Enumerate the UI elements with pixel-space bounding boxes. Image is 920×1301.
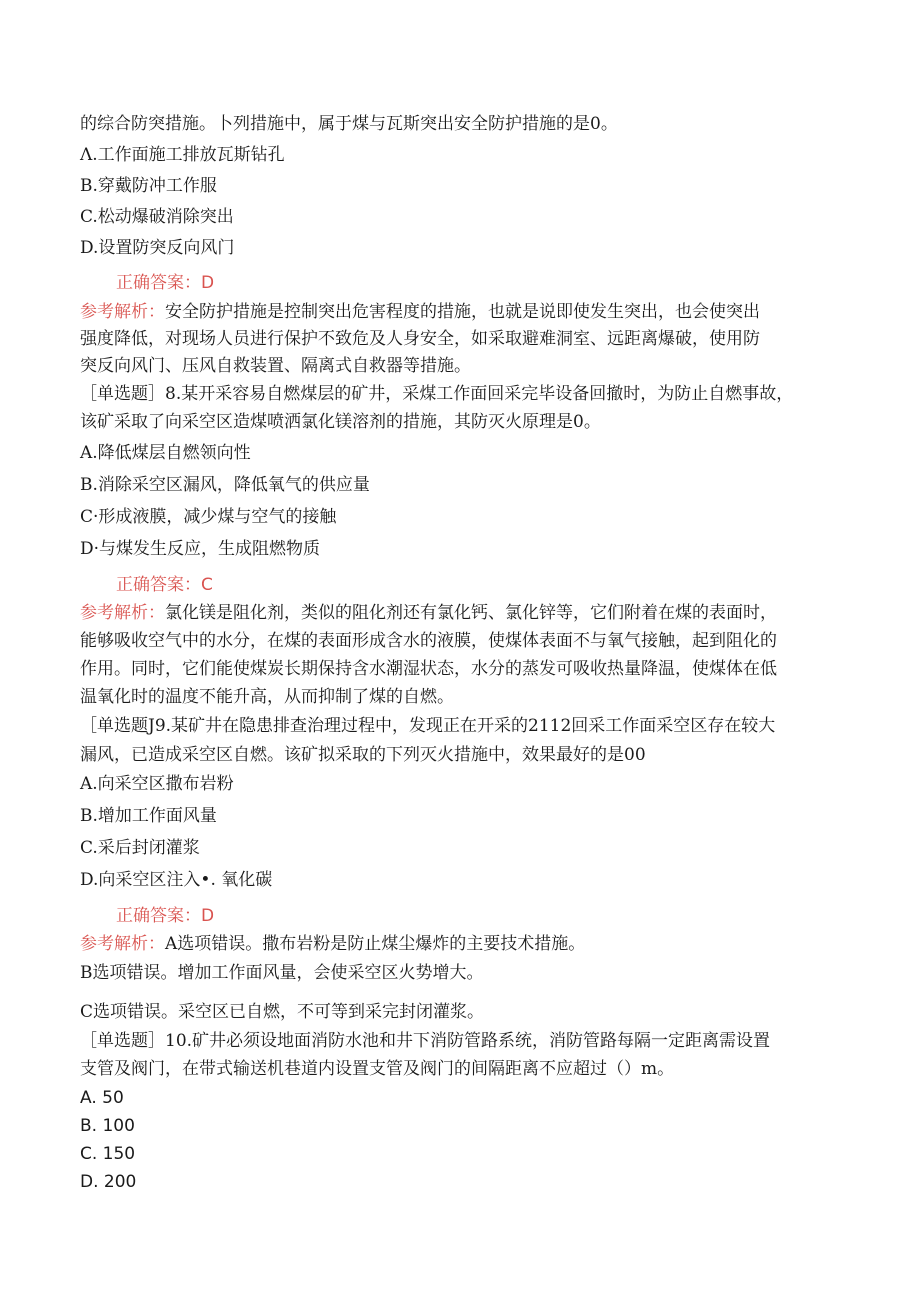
option-d: D.向采空区注入•. 氧化碳 bbox=[80, 870, 273, 890]
correct-answer: 正确答案：C bbox=[116, 575, 213, 595]
analysis-line: 温氧化时的温度不能升高，从而抑制了煤的自燃。 bbox=[80, 687, 454, 707]
option-d: D·与煤发生反应，生成阻燃物质 bbox=[80, 539, 321, 559]
analysis-text: 氯化镁是阻化剂，类似的阻化剂还有氯化钙、氯化锌等，它们附着在煤的表面时， bbox=[165, 603, 777, 623]
question-text: 该矿采取了向采空区造煤喷洒氯化镁溶剂的措施，其防灭火原理是0。 bbox=[80, 412, 601, 432]
analysis-text: 安全防护措施是控制突出危害程度的措施，也就是说即使发生突出，也会使突出 bbox=[165, 302, 760, 322]
analysis-label: 参考解析： bbox=[80, 934, 165, 954]
option-c: C.采后封闭灌浆 bbox=[80, 838, 200, 858]
analysis-text: A选项错误。撒布岩粉是防止煤尘爆炸的主要技术措施。 bbox=[165, 934, 586, 954]
question-text: ［单选题］10.矿井必须设地面消防水池和井下消防管路系统，消防管路每隔一定距离需设置 bbox=[80, 1031, 771, 1051]
correct-answer: 正确答案：D bbox=[116, 273, 215, 293]
analysis-line: 作用。同时，它们能使煤炭长期保持含水潮湿状态，水分的蒸发可吸收热量降温，使煤体在低 bbox=[80, 659, 777, 679]
analysis-line bbox=[80, 932, 585, 956]
option-b: B.消除采空区漏风，降低氧气的供应量 bbox=[80, 475, 370, 495]
analysis-label: 参考解析： bbox=[80, 603, 165, 623]
question-text: 漏风，已造成采空区自燃。该矿拟采取的下列灭火措施中，效果最好的是00 bbox=[80, 745, 646, 765]
option-b: B.穿戴防冲工作服 bbox=[80, 176, 217, 196]
option-a: A.降低煤层自燃领向性 bbox=[80, 443, 251, 463]
option-b: B. 100 bbox=[80, 1116, 135, 1136]
analysis-label: 参考解析： bbox=[80, 302, 165, 322]
analysis-line: C选项错误。采空区已自燃，不可等到采完封闭灌浆。 bbox=[80, 1002, 485, 1022]
analysis-line: 突反向风门、压风自救装置、隔离式自救器等措施。 bbox=[80, 356, 471, 376]
question-text: ［单选题J9.某矿井在隐患排查治理过程中，发现正在开采的2112回采工作面采空区存在较大 bbox=[80, 716, 776, 736]
option-c: C. 150 bbox=[80, 1144, 136, 1164]
option-d: D. 200 bbox=[80, 1172, 137, 1192]
option-a: A.向采空区撒布岩粉 bbox=[80, 774, 234, 794]
question-text: 的综合防突措施。卜列措施中，属于煤与瓦斯突出安全防护措施的是0。 bbox=[80, 114, 618, 134]
correct-answer: 正确答案：D bbox=[116, 906, 215, 926]
analysis-line: 强度降低，对现场人员进行保护不致危及人身安全，如采取避难洞室、远距离爆破，使用防 bbox=[80, 329, 760, 349]
option-c: C.松动爆破消除突出 bbox=[80, 207, 234, 227]
option-b: B.增加工作面风量 bbox=[80, 806, 217, 826]
analysis-line: B选项错误。增加工作面风量，会使采空区火势增大。 bbox=[80, 963, 484, 983]
analysis-line: 能够吸收空气中的水分，在煤的表面形成含水的液膜，使煤体表面不与氧气接触，起到阻化的 bbox=[80, 631, 777, 651]
analysis-line bbox=[80, 300, 760, 324]
option-c: C·形成液膜，减少煤与空气的接触 bbox=[80, 507, 337, 527]
question-text: ［单选题］8.某开采容易自燃煤层的矿井，采煤工作面回采完毕设备回撤时，为防止自燃事故， bbox=[80, 384, 794, 404]
option-d: D.设置防突反向风门 bbox=[80, 238, 235, 258]
analysis-line bbox=[80, 601, 777, 625]
question-text: 支管及阀门，在带式输送机巷道内设置支管及阀门的间隔距离不应超过（）m。 bbox=[80, 1059, 675, 1079]
option-a: Λ.工作面施工排放瓦斯钻孔 bbox=[80, 145, 285, 165]
option-a: A. 50 bbox=[80, 1088, 124, 1108]
